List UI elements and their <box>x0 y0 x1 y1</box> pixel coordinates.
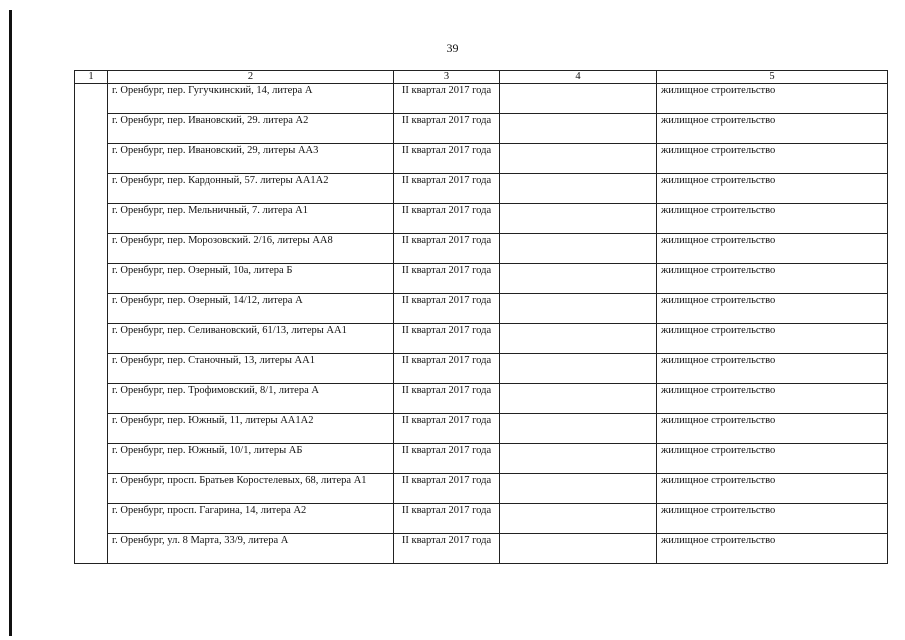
page-number: 39 <box>446 41 459 55</box>
table-row <box>75 384 888 414</box>
address-cell: г. Оренбург, пер. Трофимовский, 8/1, литера А <box>108 384 394 414</box>
address-cell: г. Оренбург, пер. Кардонный, 57. литеры АА1А2 <box>108 174 394 204</box>
address-cell: г. Оренбург, пер. Станочный, 13, литеры АА1 <box>108 354 394 384</box>
period-cell: II квартал 2017 года <box>394 384 500 414</box>
row-number-cell <box>75 144 108 174</box>
purpose-cell: жилищное строительство <box>657 354 888 384</box>
table-row <box>75 174 888 204</box>
purpose-cell: жилищное строительство <box>657 414 888 444</box>
purpose-cell: жилищное строительство <box>657 234 888 264</box>
row-number-cell <box>75 264 108 294</box>
row-number-cell <box>75 414 108 444</box>
address-cell: г. Оренбург, пер. Ивановский, 29, литеры АА3 <box>108 144 394 174</box>
land-plots-table <box>74 70 888 564</box>
address-cell: г. Оренбург, пер. Мельничный, 7. литера А1 <box>108 204 394 234</box>
table-row <box>75 414 888 444</box>
row-number-cell <box>75 504 108 534</box>
address-cell: г. Оренбург, просп. Гагарина, 14, литера А2 <box>108 504 394 534</box>
row-number-cell <box>75 324 108 354</box>
header-cell-5: 5 <box>657 71 888 84</box>
row-number-cell <box>75 234 108 264</box>
col4-cell <box>500 324 657 354</box>
col4-cell <box>500 504 657 534</box>
row-number-cell <box>75 294 108 324</box>
table-row <box>75 534 888 564</box>
address-cell: г. Оренбург, пер. Озерный, 14/12, литера А <box>108 294 394 324</box>
period-cell: II квартал 2017 года <box>394 174 500 204</box>
table-row <box>75 444 888 474</box>
col4-cell <box>500 534 657 564</box>
purpose-cell: жилищное строительство <box>657 474 888 504</box>
period-cell: II квартал 2017 года <box>394 234 500 264</box>
period-cell: II квартал 2017 года <box>394 114 500 144</box>
row-number-cell <box>75 114 108 144</box>
col4-cell <box>500 294 657 324</box>
period-cell: II квартал 2017 года <box>394 444 500 474</box>
col4-cell <box>500 174 657 204</box>
col4-cell <box>500 384 657 414</box>
period-cell: II квартал 2017 года <box>394 534 500 564</box>
col4-cell <box>500 354 657 384</box>
address-cell: г. Оренбург, пер. Ивановский, 29. литера А2 <box>108 114 394 144</box>
col4-cell <box>500 414 657 444</box>
purpose-cell: жилищное строительство <box>657 144 888 174</box>
scan-edge-bar <box>9 10 12 636</box>
purpose-cell: жилищное строительство <box>657 114 888 144</box>
row-number-cell <box>75 84 108 114</box>
period-cell: II квартал 2017 года <box>394 414 500 444</box>
table-row <box>75 144 888 174</box>
address-cell: г. Оренбург, пер. Селивановский, 61/13, литеры АА1 <box>108 324 394 354</box>
row-number-cell <box>75 354 108 384</box>
period-cell: II квартал 2017 года <box>394 264 500 294</box>
address-cell: г. Оренбург, пер. Озерный, 10а, литера Б <box>108 264 394 294</box>
col4-cell <box>500 474 657 504</box>
purpose-cell: жилищное строительство <box>657 324 888 354</box>
purpose-cell: жилищное строительство <box>657 534 888 564</box>
address-cell: г. Оренбург, пер. Гугучкинский, 14, литера А <box>108 84 394 114</box>
period-cell: II квартал 2017 года <box>394 144 500 174</box>
col4-cell <box>500 84 657 114</box>
purpose-cell: жилищное строительство <box>657 384 888 414</box>
col4-cell <box>500 114 657 144</box>
row-number-cell <box>75 534 108 564</box>
row-number-cell <box>75 474 108 504</box>
row-number-cell <box>75 204 108 234</box>
purpose-cell: жилищное строительство <box>657 174 888 204</box>
purpose-cell: жилищное строительство <box>657 264 888 294</box>
row-number-cell <box>75 444 108 474</box>
period-cell: II квартал 2017 года <box>394 324 500 354</box>
period-cell: II квартал 2017 года <box>394 204 500 234</box>
period-cell: II квартал 2017 года <box>394 504 500 534</box>
table-row <box>75 474 888 504</box>
purpose-cell: жилищное строительство <box>657 84 888 114</box>
col4-cell <box>500 234 657 264</box>
table-row <box>75 354 888 384</box>
period-cell: II квартал 2017 года <box>394 474 500 504</box>
period-cell: II квартал 2017 года <box>394 84 500 114</box>
address-cell: г. Оренбург, пер. Морозовский. 2/16, литеры АА8 <box>108 234 394 264</box>
table-row <box>75 234 888 264</box>
purpose-cell: жилищное строительство <box>657 294 888 324</box>
purpose-cell: жилищное строительство <box>657 204 888 234</box>
table-row <box>75 84 888 114</box>
period-cell: II квартал 2017 года <box>394 354 500 384</box>
header-cell-4: 4 <box>500 71 657 84</box>
purpose-cell: жилищное строительство <box>657 444 888 474</box>
header-cell-2: 2 <box>108 71 394 84</box>
col4-cell <box>500 444 657 474</box>
table-row <box>75 504 888 534</box>
table-row <box>75 114 888 144</box>
address-cell: г. Оренбург, просп. Братьев Коростелевых, 68, литера А1 <box>108 474 394 504</box>
address-cell: г. Оренбург, пер. Южный, 10/1, литеры АБ <box>108 444 394 474</box>
address-cell: г. Оренбург, пер. Южный, 11, литеры АА1А2 <box>108 414 394 444</box>
header-cell-1: 1 <box>75 71 108 84</box>
table-row <box>75 324 888 354</box>
table-header-row <box>75 71 888 84</box>
col4-cell <box>500 264 657 294</box>
row-number-cell <box>75 174 108 204</box>
col4-cell <box>500 144 657 174</box>
period-cell: II квартал 2017 года <box>394 294 500 324</box>
address-cell: г. Оренбург, ул. 8 Марта, 33/9, литера А <box>108 534 394 564</box>
purpose-cell: жилищное строительство <box>657 504 888 534</box>
col4-cell <box>500 204 657 234</box>
row-number-cell <box>75 384 108 414</box>
table-row <box>75 264 888 294</box>
table-row <box>75 204 888 234</box>
header-cell-3: 3 <box>394 71 500 84</box>
table-row <box>75 294 888 324</box>
